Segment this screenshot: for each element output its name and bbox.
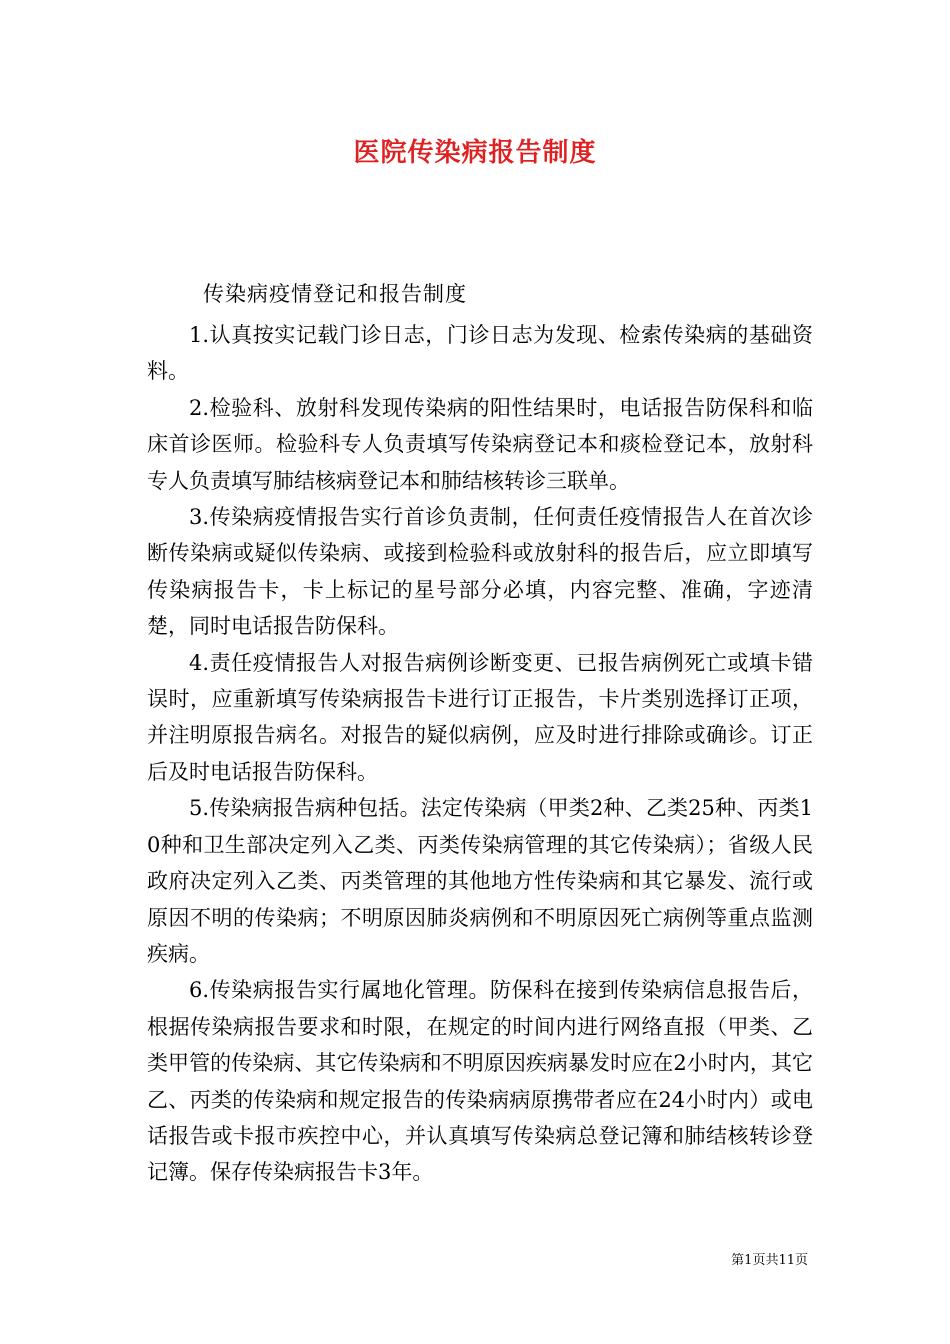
section-subtitle: 传染病疫情登记和报告制度 (203, 282, 467, 306)
page-number-footer: 第1页共11页 (731, 1253, 808, 1268)
page-title: 医院传染病报告制度 (353, 138, 597, 168)
paragraph-6: 6.传染病报告实行属地化管理。防保科在接到传染病信息报告后，根据传染病报告要求和时限，在规定的时间内进行网络直报（甲类、乙类甲管的传染病、其它传染病和不明原因疾病暴发时应在2小时内，其它乙、丙类的传染病和规定报告的传染病病原携带者应在24小时内）或电话报告或卡报市疾控中心，并认真填写传染病总登记簿和肺结核转诊登记簿。保存传染病报告卡3年。 (147, 978, 813, 1185)
paragraph-5: 5.传染病报告病种包括。法定传染病（甲类2种、乙类25种、丙类10种和卫生部决定列入乙类、丙类传染病管理的其它传染病）；省级人民政府决定列入乙类、丙类管理的其他地方性传染病和其它暴发、流行或原因不明的传染病；不明原因肺炎病例和不明原因死亡病例等重点监测疾病。 (147, 796, 813, 966)
paragraph-1: 1.认真按实记载门诊日志，门诊日志为发现、检索传染病的基础资料。 (147, 323, 813, 384)
paragraph-4: 4.责任疫情报告人对报告病例诊断变更、已报告病例死亡或填卡错误时，应重新填写传染病报告卡进行订正报告，卡片类别选择订正项，并注明原报告病名。对报告的疑似病例，应及时进行排除或确诊。订正后及时电话报告防保科。 (147, 650, 813, 784)
paragraph-3: 3.传染病疫情报告实行首诊负责制，任何责任疫情报告人在首次诊断传染病或疑似传染病、或接到检验科或放射科的报告后，应立即填写传染病报告卡，卡上标记的星号部分必填，内容完整、准确，字迹清楚，同时电话报告防保科。 (147, 505, 813, 639)
paragraph-2: 2.检验科、放射科发现传染病的阳性结果时，电话报告防保科和临床首诊医师。检验科专人负责填写传染病登记本和痰检登记本，放射科专人负责填写肺结核病登记本和肺结核转诊三联单。 (147, 395, 813, 493)
document-body (147, 317, 813, 1191)
